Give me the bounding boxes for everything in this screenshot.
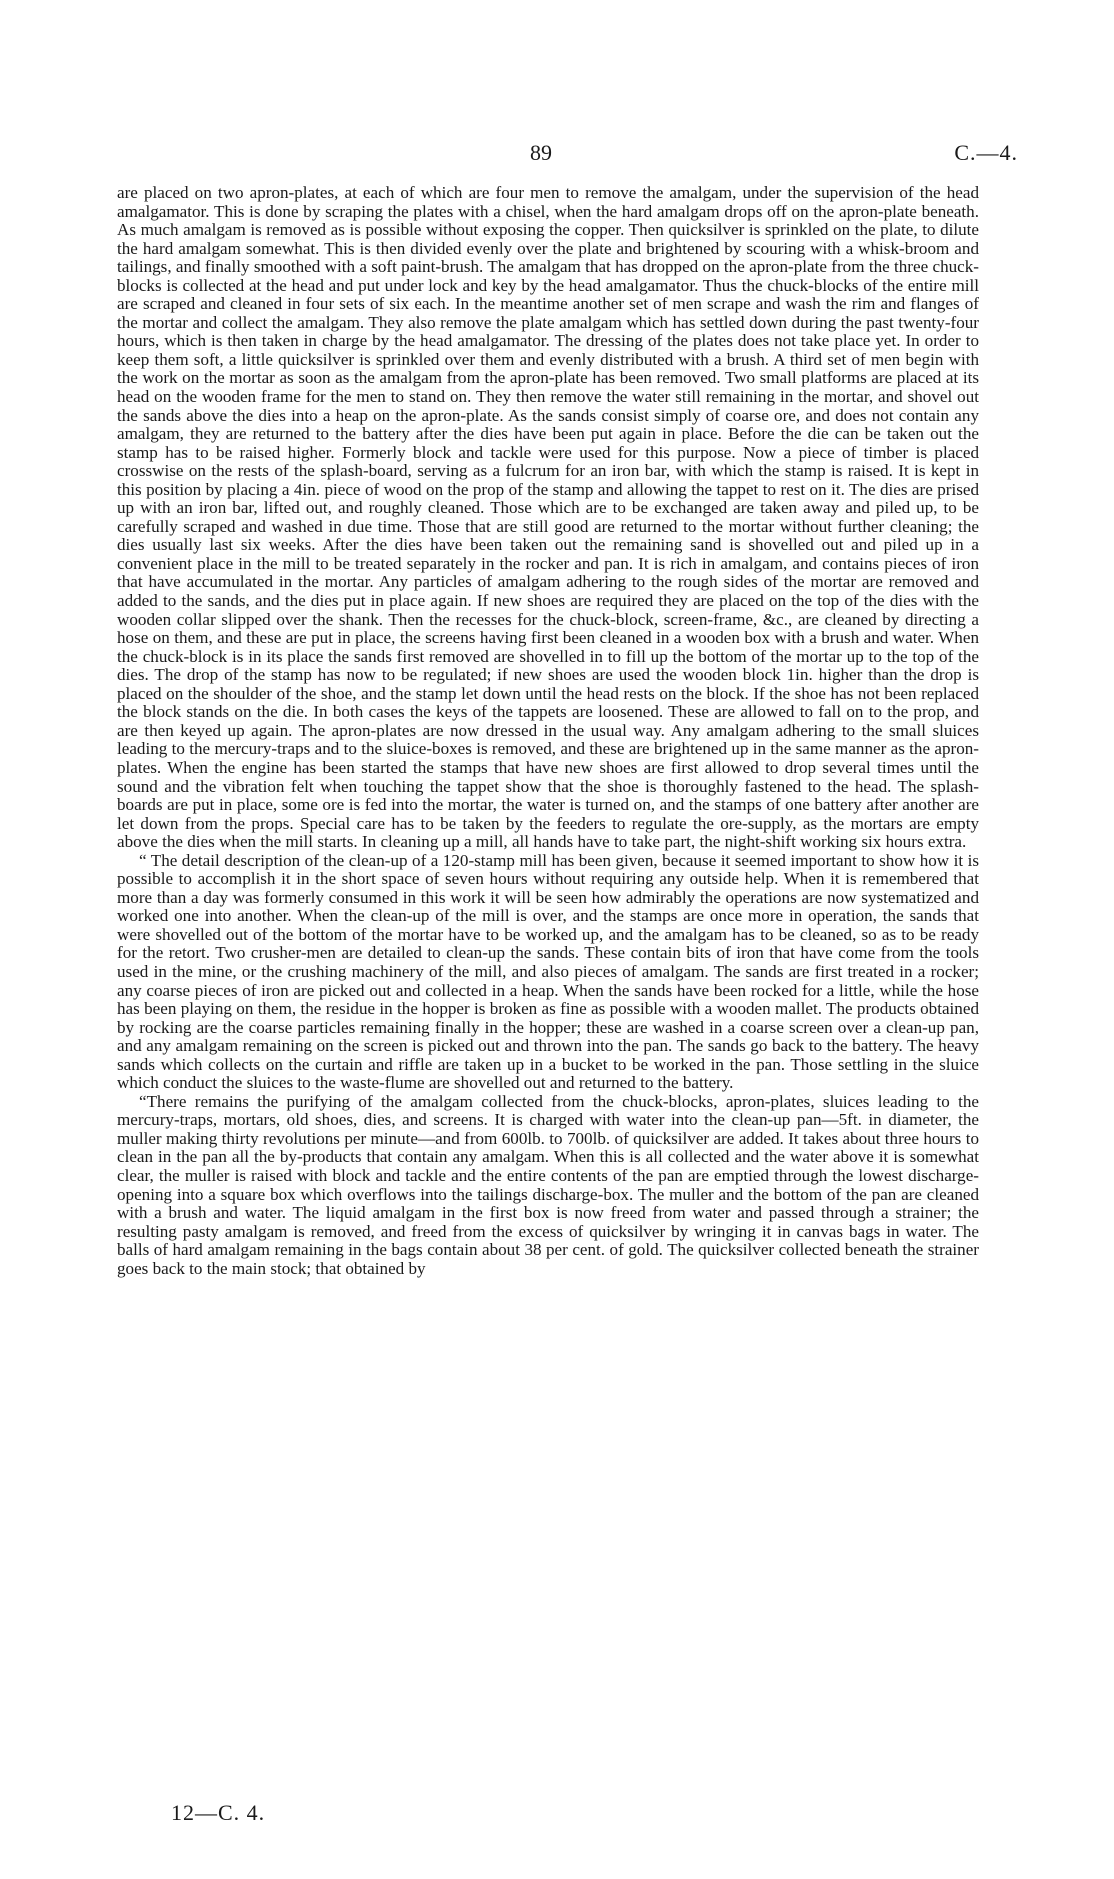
series-reference: C.—4. xyxy=(954,140,1018,165)
page-number: 89 xyxy=(530,140,552,165)
body-text xyxy=(117,184,979,1278)
paragraph-3: “There remains the purifying of the amalgam collected from the chuck-blocks, apron-plates, sluices leading to the mercury-traps, mortars, old shoes, dies, and screens. It is charged with water into the clean-up pan—5ft. in diameter, the muller making thirty revolutions per minute—and from 600lb. to 700lb. of quicksilver are added. It takes about three hours to clean in the pan all the by-products that contain any amalgam. When this is all collected and the water above it is somewhat clear, the muller is raised with block and tackle and the entire contents of the pan are emptied through the lowest discharge-opening into a square box which overflows into the tailings discharge-box. The muller and the bottom of the pan are cleaned with a brush and water. The liquid amalgam in the first box is now freed from water and passed through a strainer; the resulting pasty amalgam is removed, and freed from the excess of quicksilver by wringing it in canvas bags in water. The balls of hard amalgam remaining in the bags contain about 38 per cent. of gold. The quicksilver collected beneath the strainer goes back to the main stock; that obtained by xyxy=(117,1091,979,1278)
printer-signature-mark: 12—C. 4. xyxy=(171,1800,266,1825)
paragraph-1: are placed on two apron-plates, at each of which are four men to remove the amalgam, under the supervision of the head amalgamator. This is done by scraping the plates with a chisel, when the hard amalgam drops off on the apron-plate beneath. As much amalgam is removed as is possible without exposing the copper. Then quicksilver is sprinkled on the plate, to dilute the hard amalgam somewhat. This is then divided evenly over the plate and brightened by scouring with a whisk-broom and tailings, and finally smoothed with a soft paint-brush. The amalgam that has dropped on the apron-plate from the three chuck-blocks is collected at the head and put under lock and key by the head amalgamator. Thus the chuck-blocks of the entire mill are scraped and cleaned in four sets of six each. In the meantime another set of men scrape and wash the rim and flanges of the mortar and collect the amalgam. They also remove the plate amalgam which has settled down during the past twenty-four hours, which is then taken in charge by the head amalgamator. The dressing of the plates does not take place yet. In order to keep them soft, a little quicksilver is sprinkled over them and evenly distributed with a brush. A third set of men begin with the work on the mortar as soon as the amalgam from the apron-plate has been removed. Two small platforms are placed at its head on the wooden frame for the men to stand on. They then remove the water still remaining in the mortar, and shovel out the sands above the dies into a heap on the apron-plate. As the sands consist simply of coarse ore, and does not contain any amalgam, they are returned to the battery after the dies have been put again in place. Before the die can be taken out the stamp has to be raised higher. Formerly block and tackle were used for this purpose. Now a piece of timber is placed crosswise on the rests of the splash-board, serving as a fulcrum for an iron bar, with which the stamp is raised. It is kept in this position by placing a 4in. piece of wood on the prop of the stamp and allowing the tappet to rest on it. The dies are prised up with an iron bar, lifted out, and roughly cleaned. Those which are to be exchanged are taken away and piled up, to be carefully scraped and washed in due time. Those that are still good are returned to the mortar without further cleaning; the dies usually last six weeks. After the dies have been taken out the remaining sand is shovelled out and piled up in a convenient place in the mill to be treated separately in the rocker and pan. It is rich in amalgam, and contains pieces of iron that have accumulated in the mortar. Any particles of amalgam adhering to the rough sides of the mortar are removed and added to the sands, and the dies put in place again. If new shoes are required they are placed on the top of the dies with the wooden collar slipped over the shank. Then the recesses for the chuck-block, screen-frame, &c., are cleaned by directing a hose on them, and these are put in place, the screens having first been cleaned in a wooden box with a brush and water. When the chuck-block is in its place the sands first removed are shovelled in to fill up the bottom of the mortar up to the top of the dies. The drop of the stamp has now to be regulated; if new shoes are used the wooden block 1in. higher than the drop is placed on the shoulder of the shoe, and the stamp let down until the head rests on the block. If the shoe has not been replaced the block stands on the die. In both cases the keys of the tappets are loosened. These are allowed to fall on to the prop, and are then keyed up again. The apron-plates are now dressed in the usual way. Any amalgam adhering to the small sluices leading to the mercury-traps and to the sluice-boxes is removed, and these are brightened up in the same manner as the apron-plates. When the engine has been started the stamps that have new shoes are first allowed to drop several times until the sound and the vibration felt when touching the tappet show that the shoe is thoroughly fastened to the head. The splash-boards are put in place, some ore is fed into the mortar, the water is turned on, and the stamps of one battery after another are let down from the props. Special care has to be taken by the feeders to regulate the ore-supply, as the mortars are empty above the dies when the mill starts. In cleaning up a mill, all hands have to take part, the night-shift working six hours extra. xyxy=(117,183,979,852)
paragraph-2: “ The detail description of the clean-up of a 120-stamp mill has been given, because it seemed important to show how it is possible to accomplish it in the short space of seven hours without requiring any outside help. When it is remembered that more than a day was formerly consumed in this work it will be seen how admirably the operations are now systematized and worked one into another. When the clean-up of the mill is over, and the stamps are once more in operation, the sands that were shovelled out of the bottom of the mortar have to be worked up, and the amalgam has to be cleaned, so as to be ready for the retort. Two crusher-men are detailed to clean-up the sands. These contain bits of iron that have come from the tools used in the mine, or the crushing machinery of the mill, and also pieces of amalgam. The sands are first treated in a rocker; any coarse pieces of iron are picked out and collected in a heap. When the sands have been rocked for a little, while the hose has been playing on them, the residue in the hopper is broken as fine as possible with a wooden mallet. The products obtained by rocking are the coarse particles remaining finally in the hopper; these are washed in a coarse screen over a clean-up pan, and any amalgam remaining on the screen is picked out and thrown into the pan. The sands go back to the battery. The heavy sands which collects on the curtain and riffle are taken up in a bucket to be worked in the pan. Those settling in the sluice which conduct the sluices to the waste-flume are shovelled out and returned to the battery. xyxy=(117,850,979,1093)
page-header xyxy=(0,140,1114,170)
